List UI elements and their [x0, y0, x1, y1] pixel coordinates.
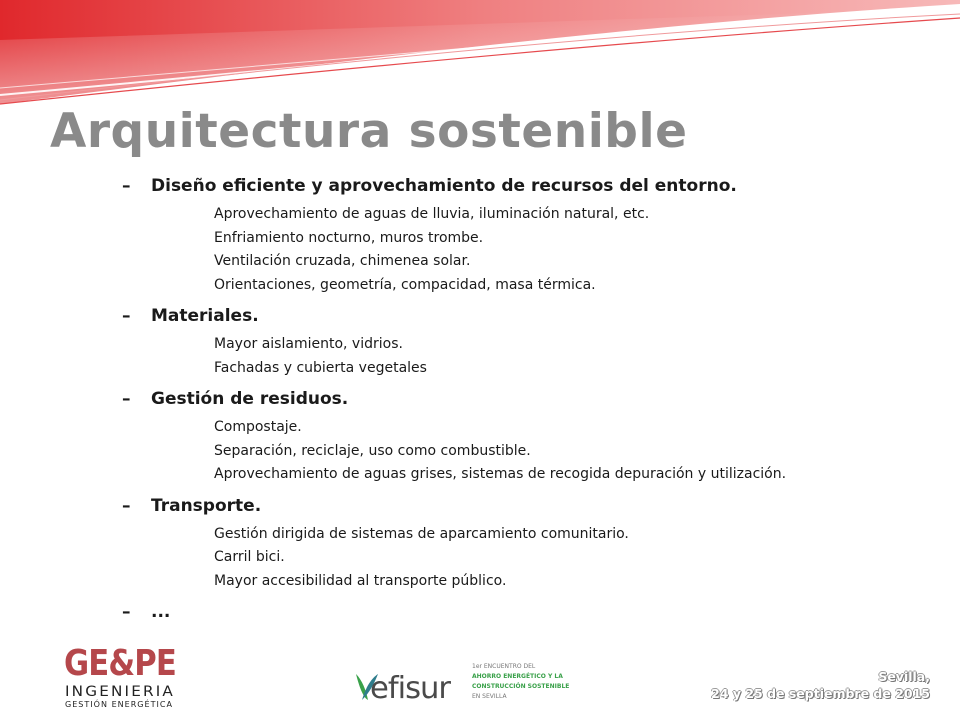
section-heading	[122, 386, 942, 412]
gepe-line2: GESTIÓN ENERGÉTICA	[65, 700, 173, 709]
section-heading	[122, 173, 942, 199]
event-city: Sevilla,	[878, 669, 930, 684]
heading-text: Diseño eficiente y aprovechamiento de recursos del entorno.	[151, 176, 737, 196]
dash-bullet: –	[122, 306, 131, 326]
header-banner	[0, 0, 960, 110]
list-item: Orientaciones, geometría, compacidad, masa térmica.	[214, 276, 596, 293]
section-diseno	[122, 173, 942, 297]
event-location-date	[711, 668, 930, 702]
heading-text: Gestión de residuos.	[151, 389, 349, 409]
list-item: Ventilación cruzada, chimenea solar.	[214, 253, 471, 269]
section-transporte	[122, 493, 942, 594]
item-list	[214, 333, 942, 380]
list-item: Carril bici.	[214, 549, 285, 565]
section-etc	[122, 599, 942, 625]
list-item: Separación, reciclaje, uso como combustible.	[214, 442, 531, 459]
item-list	[214, 203, 942, 297]
section-heading	[122, 599, 942, 625]
item-list	[214, 523, 942, 594]
dash-bullet: –	[122, 495, 131, 516]
slide-content	[122, 173, 942, 631]
slide-title: Arquitectura sostenible	[50, 104, 688, 159]
list-item: Mayor accesibilidad al transporte público.	[214, 572, 507, 589]
list-item: Enfriamiento nocturno, muros trombe.	[214, 229, 484, 246]
list-item: Compostaje.	[214, 419, 302, 435]
heading-text: Materiales.	[151, 306, 259, 326]
list-item: Aprovechamiento de aguas de lluvia, iluminación natural, etc.	[214, 206, 650, 222]
heading-text: ...	[151, 602, 171, 622]
item-list	[214, 416, 942, 487]
event-dates: 24 y 25 de septiembre de 2015	[711, 686, 930, 701]
section-materiales	[122, 303, 942, 380]
section-residuos	[122, 386, 942, 487]
efisur-tagline-3: CONSTRUCCIÓN SOSTENIBLE	[472, 683, 570, 690]
list-item: Fachadas y cubierta vegetales	[214, 359, 427, 376]
list-item: Aprovechamiento de aguas grises, sistemas de recogida depuración y utilización.	[214, 466, 787, 482]
list-item: Gestión dirigida de sistemas de aparcamiento comunitario.	[214, 525, 629, 542]
dash-bullet: –	[122, 389, 131, 409]
gepe-logo	[64, 641, 176, 709]
dash-bullet: –	[122, 176, 131, 196]
dash-bullet: –	[122, 602, 131, 622]
list-item: Mayor aislamiento, vidrios.	[214, 336, 403, 352]
gepe-brand: GE&PE	[64, 643, 176, 684]
efisur-brand: efisur	[370, 671, 452, 706]
section-heading	[122, 493, 942, 519]
efisur-tagline-1: 1er ENCUENTRO DEL	[472, 663, 536, 670]
heading-text: Transporte.	[151, 495, 262, 516]
efisur-tagline-4: EN SEVILLA	[472, 693, 507, 700]
gepe-line1: INGENIERIA	[65, 684, 175, 700]
section-heading	[122, 303, 942, 329]
efisur-tagline-2: AHORRO ENERGÉTICO Y LA	[472, 673, 563, 680]
efisur-logo	[352, 660, 570, 708]
